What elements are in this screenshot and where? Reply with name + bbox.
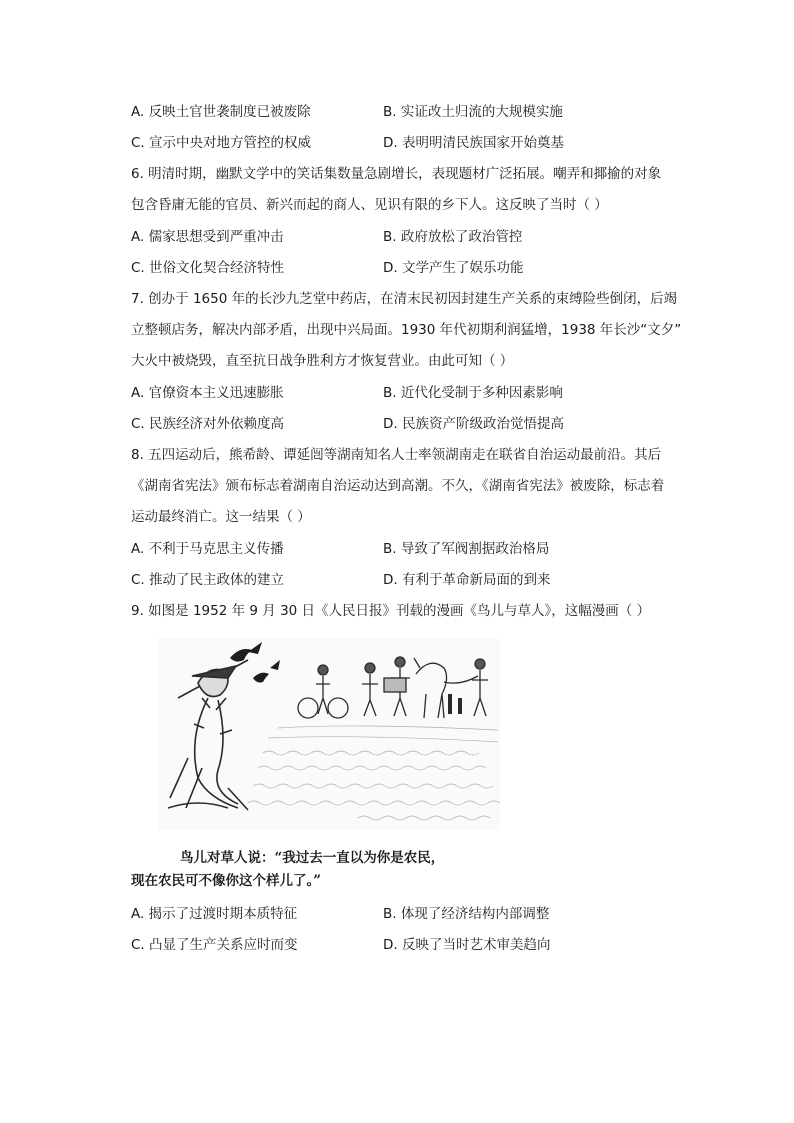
q7-option-d: D. 民族资产阶级政治觉悟提高 [383,416,564,432]
q8-stem-line-3: 运动最终消亡。这一结果（ ） [131,509,311,525]
q5-option-a: A. 反映土官世袭制度已被废除 [131,104,311,120]
q7-option-b: B. 近代化受制于多种因素影响 [383,385,563,401]
q8-option-c: C. 推动了民主政体的建立 [131,572,285,588]
q5-option-d: D. 表明明清民族国家开始奠基 [383,135,564,151]
q6-option-b: B. 政府放松了政治管控 [383,229,523,245]
q8-option-d: D. 有利于革命新局面的到来 [383,572,551,588]
q7-stem-line-2: 立整顿店务，解决内部矛盾，出现中兴局面。1930 年代初期利润猛增，1938 年长沙“文夕” [131,322,682,338]
cartoon-birds-and-scarecrow [158,638,500,830]
cartoon-caption-line-1: 鸟儿对草人说：“我过去一直以为你是农民， [180,850,445,866]
q6-option-c: C. 世俗文化契合经济特性 [131,260,285,276]
q9-option-a: A. 揭示了过渡时期本质特征 [131,906,298,922]
q7-option-a: A. 官僚资本主义迅速膨胀 [131,385,284,401]
q7-stem-line-1: 7. 创办于 1650 年的长沙九芝堂中药店，在清末民初因封建生产关系的束缚险些倒闭，后竭 [131,291,678,307]
q9-option-d: D. 反映了当时艺术审美趋向 [383,937,551,953]
q7-stem-line-3: 大火中被烧毁，直至抗日战争胜利方才恢复营业。由此可知（ ） [131,353,514,369]
q9-option-c: C. 凸显了生产关系应时而变 [131,937,298,953]
q8-stem-line-2: 《湖南省宪法》颁布标志着湖南自治运动达到高潮。不久，《湖南省宪法》被废除，标志着 [131,478,665,494]
q8-option-a: A. 不利于马克思主义传播 [131,541,284,557]
q6-stem-line-1: 6. 明清时期，幽默文学中的笑话集数量急剧增长，表现题材广泛拓展。嘲弄和揶揄的对象 [131,166,662,182]
q5-option-c: C. 宣示中央对地方管控的权威 [131,135,312,151]
cartoon-caption-line-2: 现在农民可不像你这个样儿了。” [131,873,322,889]
q5-option-b: B. 实证改土归流的大规模实施 [383,104,563,120]
q8-stem-line-1: 8. 五四运动后，熊希龄、谭延闿等湖南知名人士率领湖南走在联省自治运动最前沿。其后 [131,447,662,463]
q7-option-c: C. 民族经济对外依赖度高 [131,416,285,432]
q6-option-a: A. 儒家思想受到严重冲击 [131,229,284,245]
q6-stem-line-2: 包含昏庸无能的官员、新兴而起的商人、见识有限的乡下人。这反映了当时（ ） [131,197,608,213]
q9-stem-line-1: 9. 如图是 1952 年 9 月 30 日《人民日报》刊载的漫画《鸟儿与草人》，这幅漫画（ ） [131,603,651,619]
q9-option-b: B. 体现了经济结构内部调整 [383,906,550,922]
q8-option-b: B. 导致了军阀割据政治格局 [383,541,550,557]
q6-option-d: D. 文学产生了娱乐功能 [383,260,524,276]
